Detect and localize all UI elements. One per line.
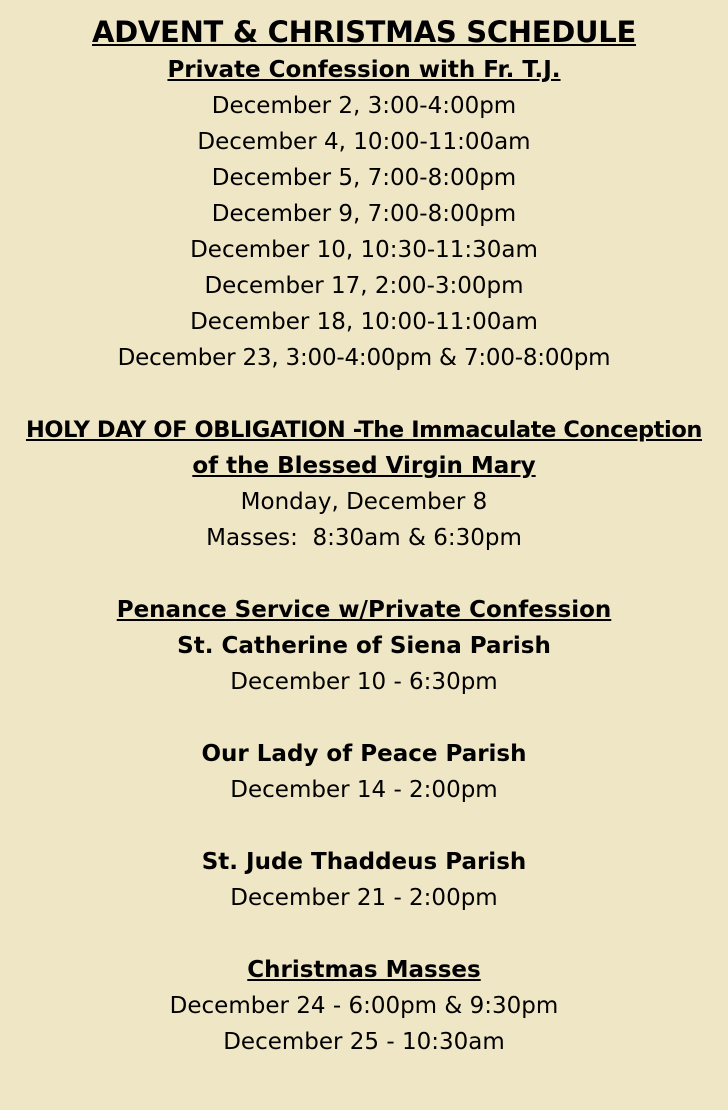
- confession-heading: Private Confession with Fr. T.J.: [167, 57, 561, 83]
- confession-time: December 23, 3:00-4:00pm & 7:00-8:00pm: [117, 345, 611, 371]
- confession-time: December 10, 10:30-11:30am: [190, 237, 538, 263]
- penance-heading: Penance Service w/Private Confession: [116, 597, 612, 623]
- parish-time: December 10 - 6:30pm: [230, 669, 498, 695]
- confession-time: December 5, 7:00-8:00pm: [211, 165, 517, 191]
- holy-day-date: Monday, December 8: [240, 489, 488, 515]
- confession-section: [0, 52, 728, 376]
- holy-day-heading-line2: of the Blessed Virgin Mary: [192, 453, 536, 479]
- parish-name: St. Jude Thaddeus Parish: [201, 849, 527, 875]
- confession-time: December 9, 7:00-8:00pm: [211, 201, 517, 227]
- holy-day-heading-line1: HOLY DAY OF OBLIGATION -The Immaculate Conception: [25, 417, 702, 443]
- christmas-time: December 25 - 10:30am: [223, 1029, 505, 1055]
- parish-name: St. Catherine of Siena Parish: [177, 633, 551, 659]
- page-title: ADVENT & CHRISTMAS SCHEDULE: [92, 15, 636, 49]
- holy-day-masses: Masses: 8:30am & 6:30pm: [206, 525, 522, 551]
- parish-time: December 21 - 2:00pm: [230, 885, 498, 911]
- parish-name: Our Lady of Peace Parish: [201, 741, 527, 767]
- parish-time: December 14 - 2:00pm: [230, 777, 498, 803]
- penance-section: [0, 592, 728, 916]
- confession-time: December 18, 10:00-11:00am: [190, 309, 538, 335]
- confession-time: December 17, 2:00-3:00pm: [204, 273, 524, 299]
- christmas-time: December 24 - 6:00pm & 9:30pm: [169, 993, 559, 1019]
- confession-time: December 4, 10:00-11:00am: [197, 129, 531, 155]
- christmas-section: [0, 952, 728, 1060]
- holy-day-section: [0, 412, 728, 556]
- christmas-heading: Christmas Masses: [247, 957, 481, 983]
- confession-time: December 2, 3:00-4:00pm: [211, 93, 517, 119]
- parish-block: [0, 844, 728, 916]
- parish-block: [0, 736, 728, 808]
